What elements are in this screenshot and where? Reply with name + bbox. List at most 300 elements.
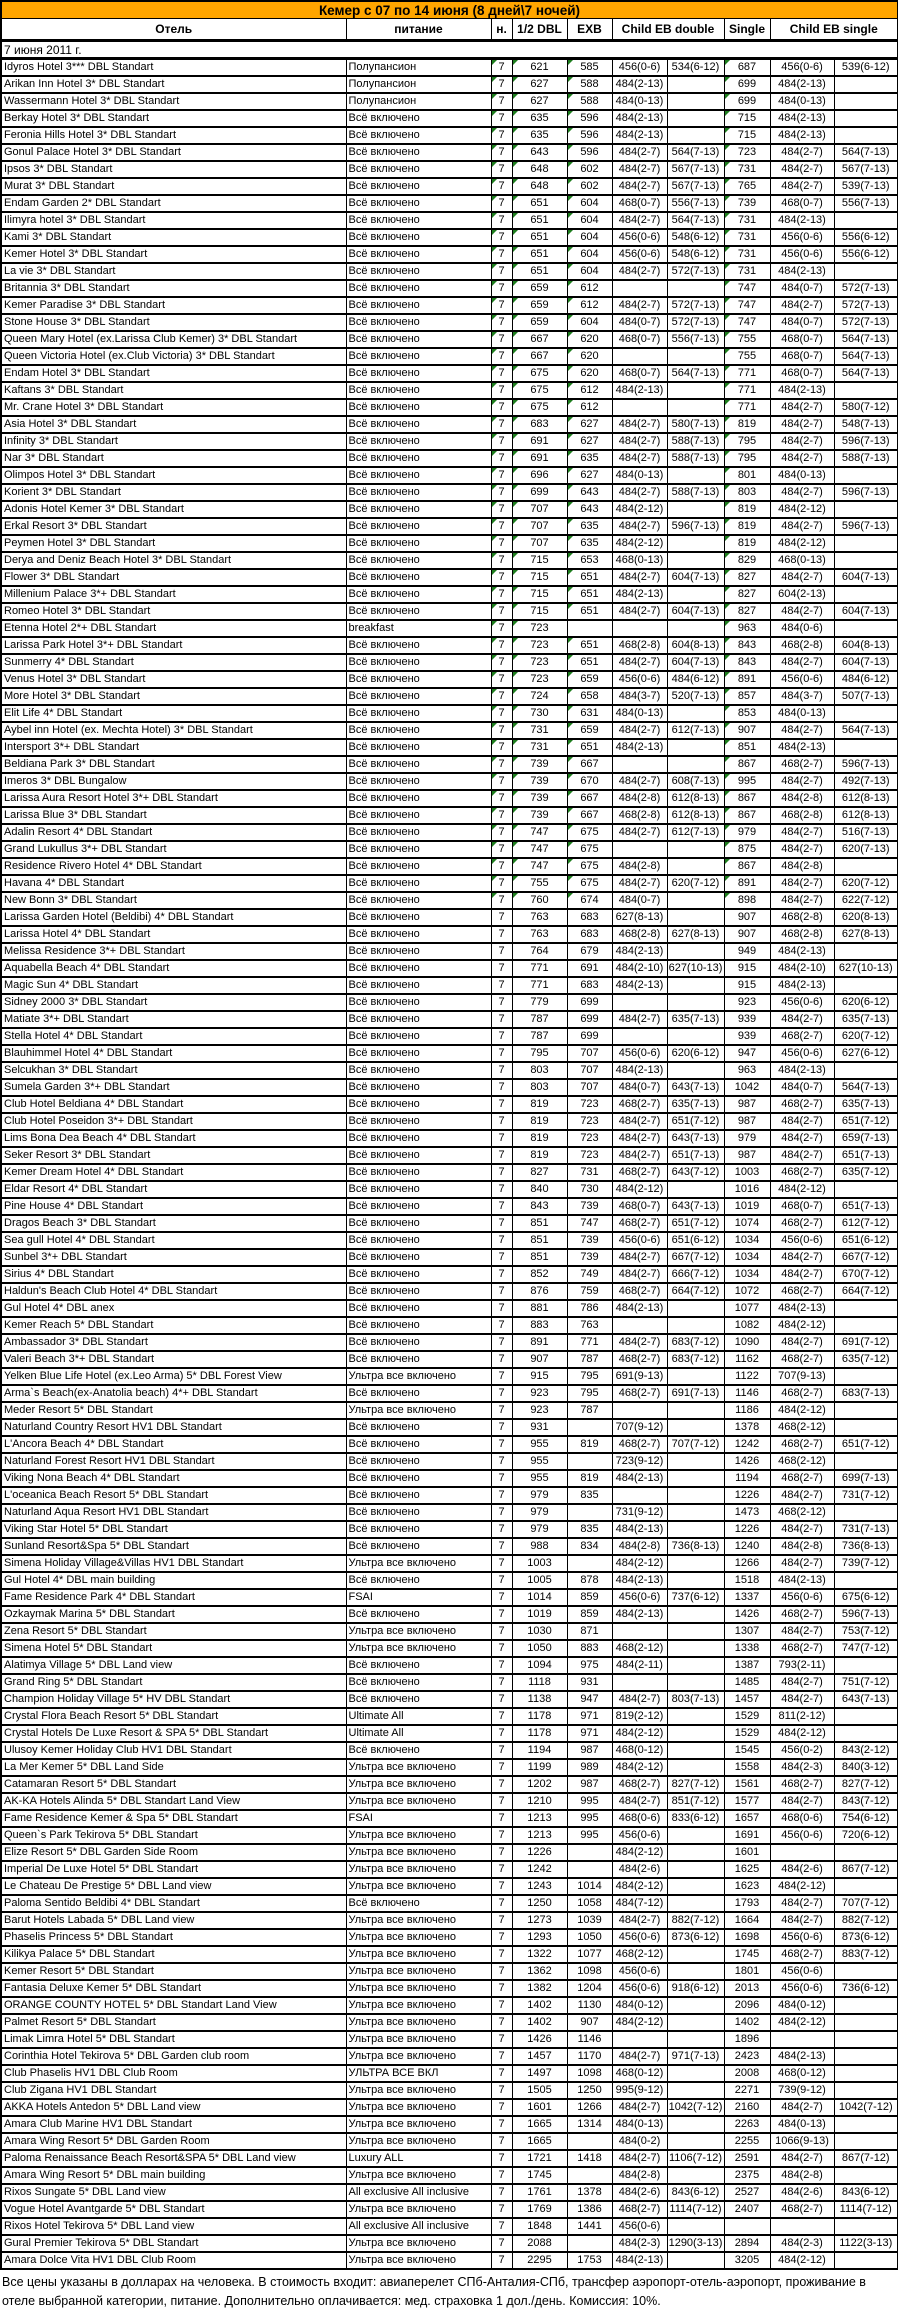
table-row xyxy=(1,1487,898,1504)
dbl-price-cell: 803 xyxy=(512,1062,567,1079)
dbl-price-cell: 819 xyxy=(512,1096,567,1113)
child-eb-double-1-cell: 468(0-7) xyxy=(612,331,667,348)
child-eb-double-2-cell: 534(6-12) xyxy=(667,59,724,77)
child-eb-double-1-cell: 484(2-7) xyxy=(612,484,667,501)
child-eb-double-2-cell xyxy=(667,2252,724,2269)
child-eb-double-2-cell xyxy=(667,93,724,110)
child-eb-double-2-cell: 604(7-13) xyxy=(667,654,724,671)
dbl-price-cell: 747 xyxy=(512,824,567,841)
child-eb-double-2-cell: 604(8-13) xyxy=(667,637,724,654)
exb-price-cell: 683 xyxy=(567,926,612,943)
child-eb-single-2-cell xyxy=(834,1572,898,1589)
dbl-price-cell: 1138 xyxy=(512,1691,567,1708)
dbl-price-cell: 696 xyxy=(512,467,567,484)
child-eb-single-2-cell: 604(7-13) xyxy=(834,603,898,620)
table-row xyxy=(1,382,898,399)
dbl-price-cell: 723 xyxy=(512,654,567,671)
child-eb-single-2-cell: 596(7-13) xyxy=(834,518,898,535)
dbl-price-cell: 651 xyxy=(512,229,567,246)
dbl-price-cell: 827 xyxy=(512,1164,567,1181)
meal-cell: Всё включено xyxy=(346,722,491,739)
dbl-price-cell: 840 xyxy=(512,1181,567,1198)
exb-price-cell: 612 xyxy=(567,280,612,297)
child-eb-single-2-cell: 635(7-13) xyxy=(834,1011,898,1028)
child-eb-double-2-cell xyxy=(667,1487,724,1504)
single-price-cell: 1426 xyxy=(724,1606,770,1623)
child-eb-double-2-cell xyxy=(667,1708,724,1725)
nights-cell: 7 xyxy=(491,1164,512,1181)
child-eb-double-1-cell: 484(2-3) xyxy=(612,2235,667,2252)
meal-cell: Всё включено xyxy=(346,756,491,773)
child-eb-double-2-cell xyxy=(667,1300,724,1317)
exb-price-cell: 667 xyxy=(567,756,612,773)
child-eb-double-1-cell: 484(2-13) xyxy=(612,110,667,127)
table-row xyxy=(1,1912,898,1929)
table-row xyxy=(1,688,898,705)
child-eb-double-2-cell: 556(7-13) xyxy=(667,195,724,212)
meal-cell: Ультра все включено xyxy=(346,1980,491,1997)
nights-cell: 7 xyxy=(491,1521,512,1538)
child-eb-single-1-cell: 484(2-13) xyxy=(770,263,834,280)
hotel-cell: ORANGE COUNTY HOTEL 5* DBL Standart Land View xyxy=(1,1997,346,2014)
child-eb-double-2-cell: 564(7-13) xyxy=(667,365,724,382)
hotel-cell: Larissa Park Hotel 3*+ DBL Standart xyxy=(1,637,346,654)
child-eb-single-1-cell: 468(2-8) xyxy=(770,926,834,943)
hotel-cell: La Mer Kemer 5* DBL Land Side xyxy=(1,1759,346,1776)
child-eb-double-2-cell xyxy=(667,739,724,756)
nights-cell: 7 xyxy=(491,1045,512,1062)
child-eb-single-1-cell: 484(2-13) xyxy=(770,2048,834,2065)
hotel-cell: Havana 4* DBL Standart xyxy=(1,875,346,892)
single-price-cell: 739 xyxy=(724,195,770,212)
nights-cell: 7 xyxy=(491,1810,512,1827)
nights-cell: 7 xyxy=(491,127,512,144)
dbl-price-cell: 747 xyxy=(512,858,567,875)
single-price-cell: 1072 xyxy=(724,1283,770,1300)
nights-cell: 7 xyxy=(491,739,512,756)
nights-cell: 7 xyxy=(491,59,512,77)
exb-price-cell: 679 xyxy=(567,943,612,960)
child-eb-double-2-cell xyxy=(667,2031,724,2048)
child-eb-double-1-cell: 456(0-6) xyxy=(612,1963,667,1980)
nights-cell: 7 xyxy=(491,1079,512,1096)
child-eb-single-2-cell xyxy=(834,705,898,722)
hotel-cell: Gonul Palace Hotel 3* DBL Standart xyxy=(1,144,346,161)
table-row xyxy=(1,297,898,314)
hotel-cell: L'Ancora Beach 4* DBL Standart xyxy=(1,1436,346,1453)
nights-cell: 7 xyxy=(491,1776,512,1793)
child-eb-single-2-cell: 751(7-12) xyxy=(834,1674,898,1691)
exb-price-cell: 747 xyxy=(567,1215,612,1232)
exb-price-cell: 723 xyxy=(567,1113,612,1130)
child-eb-single-2-cell: 620(7-13) xyxy=(834,841,898,858)
dbl-price-cell: 1005 xyxy=(512,1572,567,1589)
child-eb-single-2-cell: 572(7-13) xyxy=(834,314,898,331)
hotel-cell: Simena Holiday Village&Villas HV1 DBL Standart xyxy=(1,1555,346,1572)
exb-price-cell: 723 xyxy=(567,1130,612,1147)
child-eb-double-1-cell: 484(2-12) xyxy=(612,1844,667,1861)
child-eb-single-1-cell: 484(2-13) xyxy=(770,977,834,994)
nights-cell: 7 xyxy=(491,2184,512,2201)
single-price-cell: 715 xyxy=(724,110,770,127)
exb-price-cell: 596 xyxy=(567,144,612,161)
nights-cell: 7 xyxy=(491,467,512,484)
nights-cell: 7 xyxy=(491,1266,512,1283)
child-eb-double-2-cell xyxy=(667,586,724,603)
hotel-cell: Larissa Blue 3* DBL Standart xyxy=(1,807,346,824)
nights-cell: 7 xyxy=(491,399,512,416)
hotel-cell: Phaselis Princess 5* DBL Standart xyxy=(1,1929,346,1946)
hotel-cell: Mr. Crane Hotel 3* DBL Standart xyxy=(1,399,346,416)
single-price-cell: 1625 xyxy=(724,1861,770,1878)
table-row xyxy=(1,450,898,467)
exb-price-cell: 707 xyxy=(567,1045,612,1062)
nights-cell: 7 xyxy=(491,1351,512,1368)
hotel-cell: Rixos Sungate 5* DBL Land view xyxy=(1,2184,346,2201)
dbl-price-cell: 1402 xyxy=(512,1997,567,2014)
child-eb-single-2-cell: 1042(7-12) xyxy=(834,2099,898,2116)
exb-price-cell: 635 xyxy=(567,518,612,535)
single-price-cell: 827 xyxy=(724,586,770,603)
dbl-price-cell: 851 xyxy=(512,1249,567,1266)
dbl-price-cell: 1362 xyxy=(512,1963,567,1980)
meal-cell: Всё включено xyxy=(346,841,491,858)
exb-price-cell: 699 xyxy=(567,1011,612,1028)
table-row xyxy=(1,1810,898,1827)
child-eb-single-1-cell: 1066(9-13) xyxy=(770,2133,834,2150)
child-eb-single-2-cell: 620(8-13) xyxy=(834,909,898,926)
dbl-price-cell: 1243 xyxy=(512,1878,567,1895)
child-eb-single-1-cell: 484(2-7) xyxy=(770,178,834,195)
child-eb-single-1-cell: 484(2-12) xyxy=(770,1317,834,1334)
table-row xyxy=(1,110,898,127)
child-eb-double-2-cell: 1042(7-12) xyxy=(667,2099,724,2116)
exb-price-cell: 1418 xyxy=(567,2150,612,2167)
hotel-cell: Kemer Reach 5* DBL Standart xyxy=(1,1317,346,1334)
exb-price-cell: 635 xyxy=(567,535,612,552)
single-price-cell: 867 xyxy=(724,858,770,875)
single-price-cell: 1518 xyxy=(724,1572,770,1589)
dbl-price-cell: 707 xyxy=(512,535,567,552)
meal-cell: Всё включено xyxy=(346,1113,491,1130)
child-eb-single-1-cell xyxy=(770,2031,834,2048)
child-eb-single-2-cell xyxy=(834,2014,898,2031)
single-price-cell: 915 xyxy=(724,960,770,977)
single-price-cell: 747 xyxy=(724,280,770,297)
child-eb-double-2-cell xyxy=(667,2065,724,2082)
child-eb-double-2-cell xyxy=(667,1606,724,1623)
table-row xyxy=(1,552,898,569)
dbl-price-cell: 1213 xyxy=(512,1827,567,1844)
meal-cell: Всё включено xyxy=(346,892,491,909)
child-eb-double-2-cell xyxy=(667,110,724,127)
table-row xyxy=(1,739,898,756)
exb-price-cell: 627 xyxy=(567,416,612,433)
child-eb-single-2-cell xyxy=(834,2167,898,2184)
exb-price-cell: 585 xyxy=(567,59,612,77)
meal-cell: Ultimate All xyxy=(346,1725,491,1742)
dbl-price-cell: 1322 xyxy=(512,1946,567,1963)
table-row xyxy=(1,1521,898,1538)
dbl-price-cell: 1242 xyxy=(512,1861,567,1878)
dbl-price-cell: 843 xyxy=(512,1198,567,1215)
table-row xyxy=(1,1368,898,1385)
dbl-price-cell: 1178 xyxy=(512,1725,567,1742)
child-eb-single-1-cell: 707(9-13) xyxy=(770,1368,834,1385)
exb-price-cell: 971 xyxy=(567,1725,612,1742)
exb-price-cell: 995 xyxy=(567,1827,612,1844)
child-eb-single-1-cell: 468(0-7) xyxy=(770,195,834,212)
table-row xyxy=(1,620,898,637)
single-price-cell: 867 xyxy=(724,756,770,773)
table-row xyxy=(1,1589,898,1606)
dbl-price-cell: 747 xyxy=(512,841,567,858)
child-eb-single-2-cell: 843(2-12) xyxy=(834,1742,898,1759)
dbl-price-cell: 1665 xyxy=(512,2133,567,2150)
single-price-cell: 1003 xyxy=(724,1164,770,1181)
child-eb-single-2-cell: 507(7-13) xyxy=(834,688,898,705)
child-eb-single-1-cell: 484(2-12) xyxy=(770,1402,834,1419)
exb-price-cell: 819 xyxy=(567,1436,612,1453)
child-eb-single-1-cell: 468(2-7) xyxy=(770,1164,834,1181)
exb-price-cell xyxy=(567,2167,612,2184)
child-eb-double-2-cell: 666(7-12) xyxy=(667,1266,724,1283)
exb-price-cell: 651 xyxy=(567,603,612,620)
child-eb-double-2-cell: 833(6-12) xyxy=(667,1810,724,1827)
exb-price-cell: 723 xyxy=(567,1096,612,1113)
child-eb-single-1-cell: 468(2-7) xyxy=(770,2201,834,2218)
child-eb-double-2-cell xyxy=(667,1861,724,1878)
hotel-cell: Catamaran Resort 5* DBL Standart xyxy=(1,1776,346,1793)
child-eb-double-2-cell: 635(7-13) xyxy=(667,1011,724,1028)
child-eb-double-1-cell: 484(2-12) xyxy=(612,501,667,518)
dbl-price-cell: 1118 xyxy=(512,1674,567,1691)
single-price-cell: 939 xyxy=(724,1011,770,1028)
table-row xyxy=(1,1895,898,1912)
child-eb-single-1-cell: 484(2-7) xyxy=(770,1334,834,1351)
child-eb-double-2-cell: 651(7-12) xyxy=(667,1215,724,1232)
nights-cell: 7 xyxy=(491,1215,512,1232)
hotel-cell: Ilimyra hotel 3* DBL Standart xyxy=(1,212,346,229)
child-eb-double-1-cell: 468(0-7) xyxy=(612,1198,667,1215)
table-row xyxy=(1,1759,898,1776)
exb-price-cell: 749 xyxy=(567,1266,612,1283)
dbl-price-cell: 675 xyxy=(512,399,567,416)
hotel-cell: New Bonn 3* DBL Standart xyxy=(1,892,346,909)
single-price-cell: 1034 xyxy=(724,1249,770,1266)
single-price-cell: 827 xyxy=(724,603,770,620)
child-eb-single-2-cell: 564(7-13) xyxy=(834,331,898,348)
child-eb-single-1-cell: 484(3-7) xyxy=(770,688,834,705)
child-eb-single-1-cell: 456(0-6) xyxy=(770,59,834,77)
dbl-price-cell: 659 xyxy=(512,297,567,314)
dbl-price-cell: 667 xyxy=(512,348,567,365)
child-eb-single-2-cell: 667(7-12) xyxy=(834,1249,898,1266)
hotel-cell: Millenium Palace 3*+ DBL Standart xyxy=(1,586,346,603)
child-eb-double-2-cell: 851(7-12) xyxy=(667,1793,724,1810)
child-eb-single-2-cell: 651(7-12) xyxy=(834,1113,898,1130)
child-eb-single-1-cell: 468(2-7) xyxy=(770,1946,834,1963)
single-price-cell: 1378 xyxy=(724,1419,770,1436)
nights-cell: 7 xyxy=(491,790,512,807)
dbl-price-cell: 1769 xyxy=(512,2201,567,2218)
hotel-cell: Gul Hotel 4* DBL anex xyxy=(1,1300,346,1317)
child-eb-double-1-cell: 456(0-6) xyxy=(612,1045,667,1062)
exb-price-cell: 1039 xyxy=(567,1912,612,1929)
child-eb-double-1-cell: 484(2-7) xyxy=(612,654,667,671)
child-eb-double-1-cell: 484(2-7) xyxy=(612,569,667,586)
child-eb-double-1-cell: 468(2-7) xyxy=(612,1436,667,1453)
exb-price-cell: 627 xyxy=(567,467,612,484)
child-eb-single-1-cell: 484(2-7) xyxy=(770,1793,834,1810)
hotel-cell: Adonis Hotel Kemer 3* DBL Standart xyxy=(1,501,346,518)
child-eb-single-2-cell: 699(7-13) xyxy=(834,1470,898,1487)
single-price-cell: 987 xyxy=(724,1096,770,1113)
table-row xyxy=(1,2252,898,2269)
nights-cell: 7 xyxy=(491,110,512,127)
child-eb-single-2-cell: 754(6-12) xyxy=(834,1810,898,1827)
single-price-cell: 2263 xyxy=(724,2116,770,2133)
nights-cell: 7 xyxy=(491,2048,512,2065)
child-eb-single-1-cell: 484(2-7) xyxy=(770,654,834,671)
exb-price-cell: 670 xyxy=(567,773,612,790)
nights-cell: 7 xyxy=(491,1283,512,1300)
single-price-cell: 827 xyxy=(724,569,770,586)
child-eb-single-1-cell: 468(2-7) xyxy=(770,1385,834,1402)
meal-cell: Всё включено xyxy=(346,994,491,1011)
single-price-cell: 2160 xyxy=(724,2099,770,2116)
child-eb-single-1-cell: 468(2-8) xyxy=(770,807,834,824)
table-row xyxy=(1,569,898,586)
exb-price-cell: 604 xyxy=(567,229,612,246)
child-eb-single-1-cell: 484(0-13) xyxy=(770,467,834,484)
table-row xyxy=(1,2218,898,2235)
child-eb-double-2-cell xyxy=(667,76,724,93)
child-eb-single-2-cell: 612(7-12) xyxy=(834,1215,898,1232)
meal-cell: Всё включено xyxy=(346,705,491,722)
hotel-cell: Matiate 3*+ DBL Standart xyxy=(1,1011,346,1028)
exb-price-cell: 643 xyxy=(567,501,612,518)
child-eb-double-2-cell: 827(7-12) xyxy=(667,1776,724,1793)
child-eb-double-1-cell: 456(0-6) xyxy=(612,2218,667,2235)
single-price-cell: 898 xyxy=(724,892,770,909)
exb-price-cell: 907 xyxy=(567,2014,612,2031)
nights-cell: 7 xyxy=(491,2150,512,2167)
single-price-cell: 1162 xyxy=(724,1351,770,1368)
meal-cell: Всё включено xyxy=(346,1334,491,1351)
nights-cell: 7 xyxy=(491,1181,512,1198)
single-price-cell: 867 xyxy=(724,790,770,807)
child-eb-double-1-cell: 456(0-6) xyxy=(612,229,667,246)
hotel-cell: Ozkaymak Marina 5* DBL Standart xyxy=(1,1606,346,1623)
meal-cell: Ультра все включено xyxy=(346,1368,491,1385)
child-eb-double-2-cell: 588(7-13) xyxy=(667,484,724,501)
child-eb-double-2-cell xyxy=(667,858,724,875)
child-eb-single-1-cell: 484(2-7) xyxy=(770,569,834,586)
child-eb-single-2-cell xyxy=(834,2133,898,2150)
child-eb-double-1-cell: 484(2-7) xyxy=(612,824,667,841)
col-header-nights: н. xyxy=(491,19,512,41)
child-eb-double-1-cell: 484(0-13) xyxy=(612,705,667,722)
exb-price-cell: 763 xyxy=(567,1317,612,1334)
child-eb-double-2-cell: 736(8-13) xyxy=(667,1538,724,1555)
child-eb-single-1-cell: 456(0-6) xyxy=(770,671,834,688)
dbl-price-cell: 1497 xyxy=(512,2065,567,2082)
child-eb-double-2-cell xyxy=(667,1895,724,1912)
nights-cell: 7 xyxy=(491,2116,512,2133)
nights-cell: 7 xyxy=(491,1895,512,1912)
single-price-cell: 723 xyxy=(724,144,770,161)
child-eb-double-2-cell xyxy=(667,1946,724,1963)
dbl-price-cell: 707 xyxy=(512,501,567,518)
dbl-price-cell: 707 xyxy=(512,518,567,535)
nights-cell: 7 xyxy=(491,2235,512,2252)
child-eb-single-1-cell: 484(2-8) xyxy=(770,1538,834,1555)
hotel-cell: Romeo Hotel 3* DBL Standart xyxy=(1,603,346,620)
hotel-cell: Ulusoy Kemer Holiday Club HV1 DBL Standart xyxy=(1,1742,346,1759)
single-price-cell: 819 xyxy=(724,518,770,535)
child-eb-double-2-cell: 572(7-13) xyxy=(667,263,724,280)
child-eb-single-1-cell: 484(2-7) xyxy=(770,161,834,178)
child-eb-double-1-cell: 484(2-7) xyxy=(612,2150,667,2167)
table-row xyxy=(1,1164,898,1181)
col-header-dbl: 1/2 DBL xyxy=(512,19,567,41)
child-eb-double-1-cell: 484(2-7) xyxy=(612,1912,667,1929)
child-eb-double-2-cell: 643(7-13) xyxy=(667,1198,724,1215)
child-eb-double-2-cell xyxy=(667,535,724,552)
dbl-price-cell: 891 xyxy=(512,1334,567,1351)
nights-cell: 7 xyxy=(491,603,512,620)
child-eb-double-2-cell xyxy=(667,1742,724,1759)
child-eb-single-1-cell: 484(2-10) xyxy=(770,960,834,977)
child-eb-double-1-cell: 731(9-12) xyxy=(612,1504,667,1521)
meal-cell: Всё включено xyxy=(346,195,491,212)
child-eb-single-2-cell xyxy=(834,1317,898,1334)
child-eb-single-2-cell: 651(6-12) xyxy=(834,1232,898,1249)
child-eb-double-1-cell: 484(2-7) xyxy=(612,1334,667,1351)
meal-cell: Всё включено xyxy=(346,501,491,518)
child-eb-single-2-cell xyxy=(834,858,898,875)
exb-price-cell: 651 xyxy=(567,569,612,586)
exb-price-cell: 1378 xyxy=(567,2184,612,2201)
child-eb-double-2-cell xyxy=(667,1725,724,1742)
meal-cell: Всё включено xyxy=(346,1606,491,1623)
single-price-cell: 1698 xyxy=(724,1929,770,1946)
child-eb-single-1-cell: 484(2-7) xyxy=(770,484,834,501)
exb-price-cell: 651 xyxy=(567,654,612,671)
dbl-price-cell: 675 xyxy=(512,365,567,382)
single-price-cell: 1226 xyxy=(724,1521,770,1538)
hotel-cell: Club Hotel Beldiana 4* DBL Standart xyxy=(1,1096,346,1113)
exb-price-cell: 699 xyxy=(567,994,612,1011)
meal-cell: Ультра все включено xyxy=(346,1827,491,1844)
child-eb-double-2-cell: 651(7-13) xyxy=(667,1147,724,1164)
exb-price-cell: 683 xyxy=(567,977,612,994)
child-eb-single-1-cell: 484(2-12) xyxy=(770,1181,834,1198)
child-eb-single-1-cell: 484(2-13) xyxy=(770,76,834,93)
table-row xyxy=(1,2014,898,2031)
table-row xyxy=(1,399,898,416)
child-eb-single-1-cell: 468(0-7) xyxy=(770,331,834,348)
child-eb-double-2-cell: 643(7-13) xyxy=(667,1130,724,1147)
child-eb-double-1-cell: 468(0-13) xyxy=(612,552,667,569)
dbl-price-cell: 651 xyxy=(512,246,567,263)
dbl-price-cell: 923 xyxy=(512,1385,567,1402)
child-eb-single-2-cell: 572(7-13) xyxy=(834,280,898,297)
meal-cell: Ультра все включено xyxy=(346,1929,491,1946)
single-price-cell: 843 xyxy=(724,637,770,654)
single-price-cell: 1186 xyxy=(724,1402,770,1419)
